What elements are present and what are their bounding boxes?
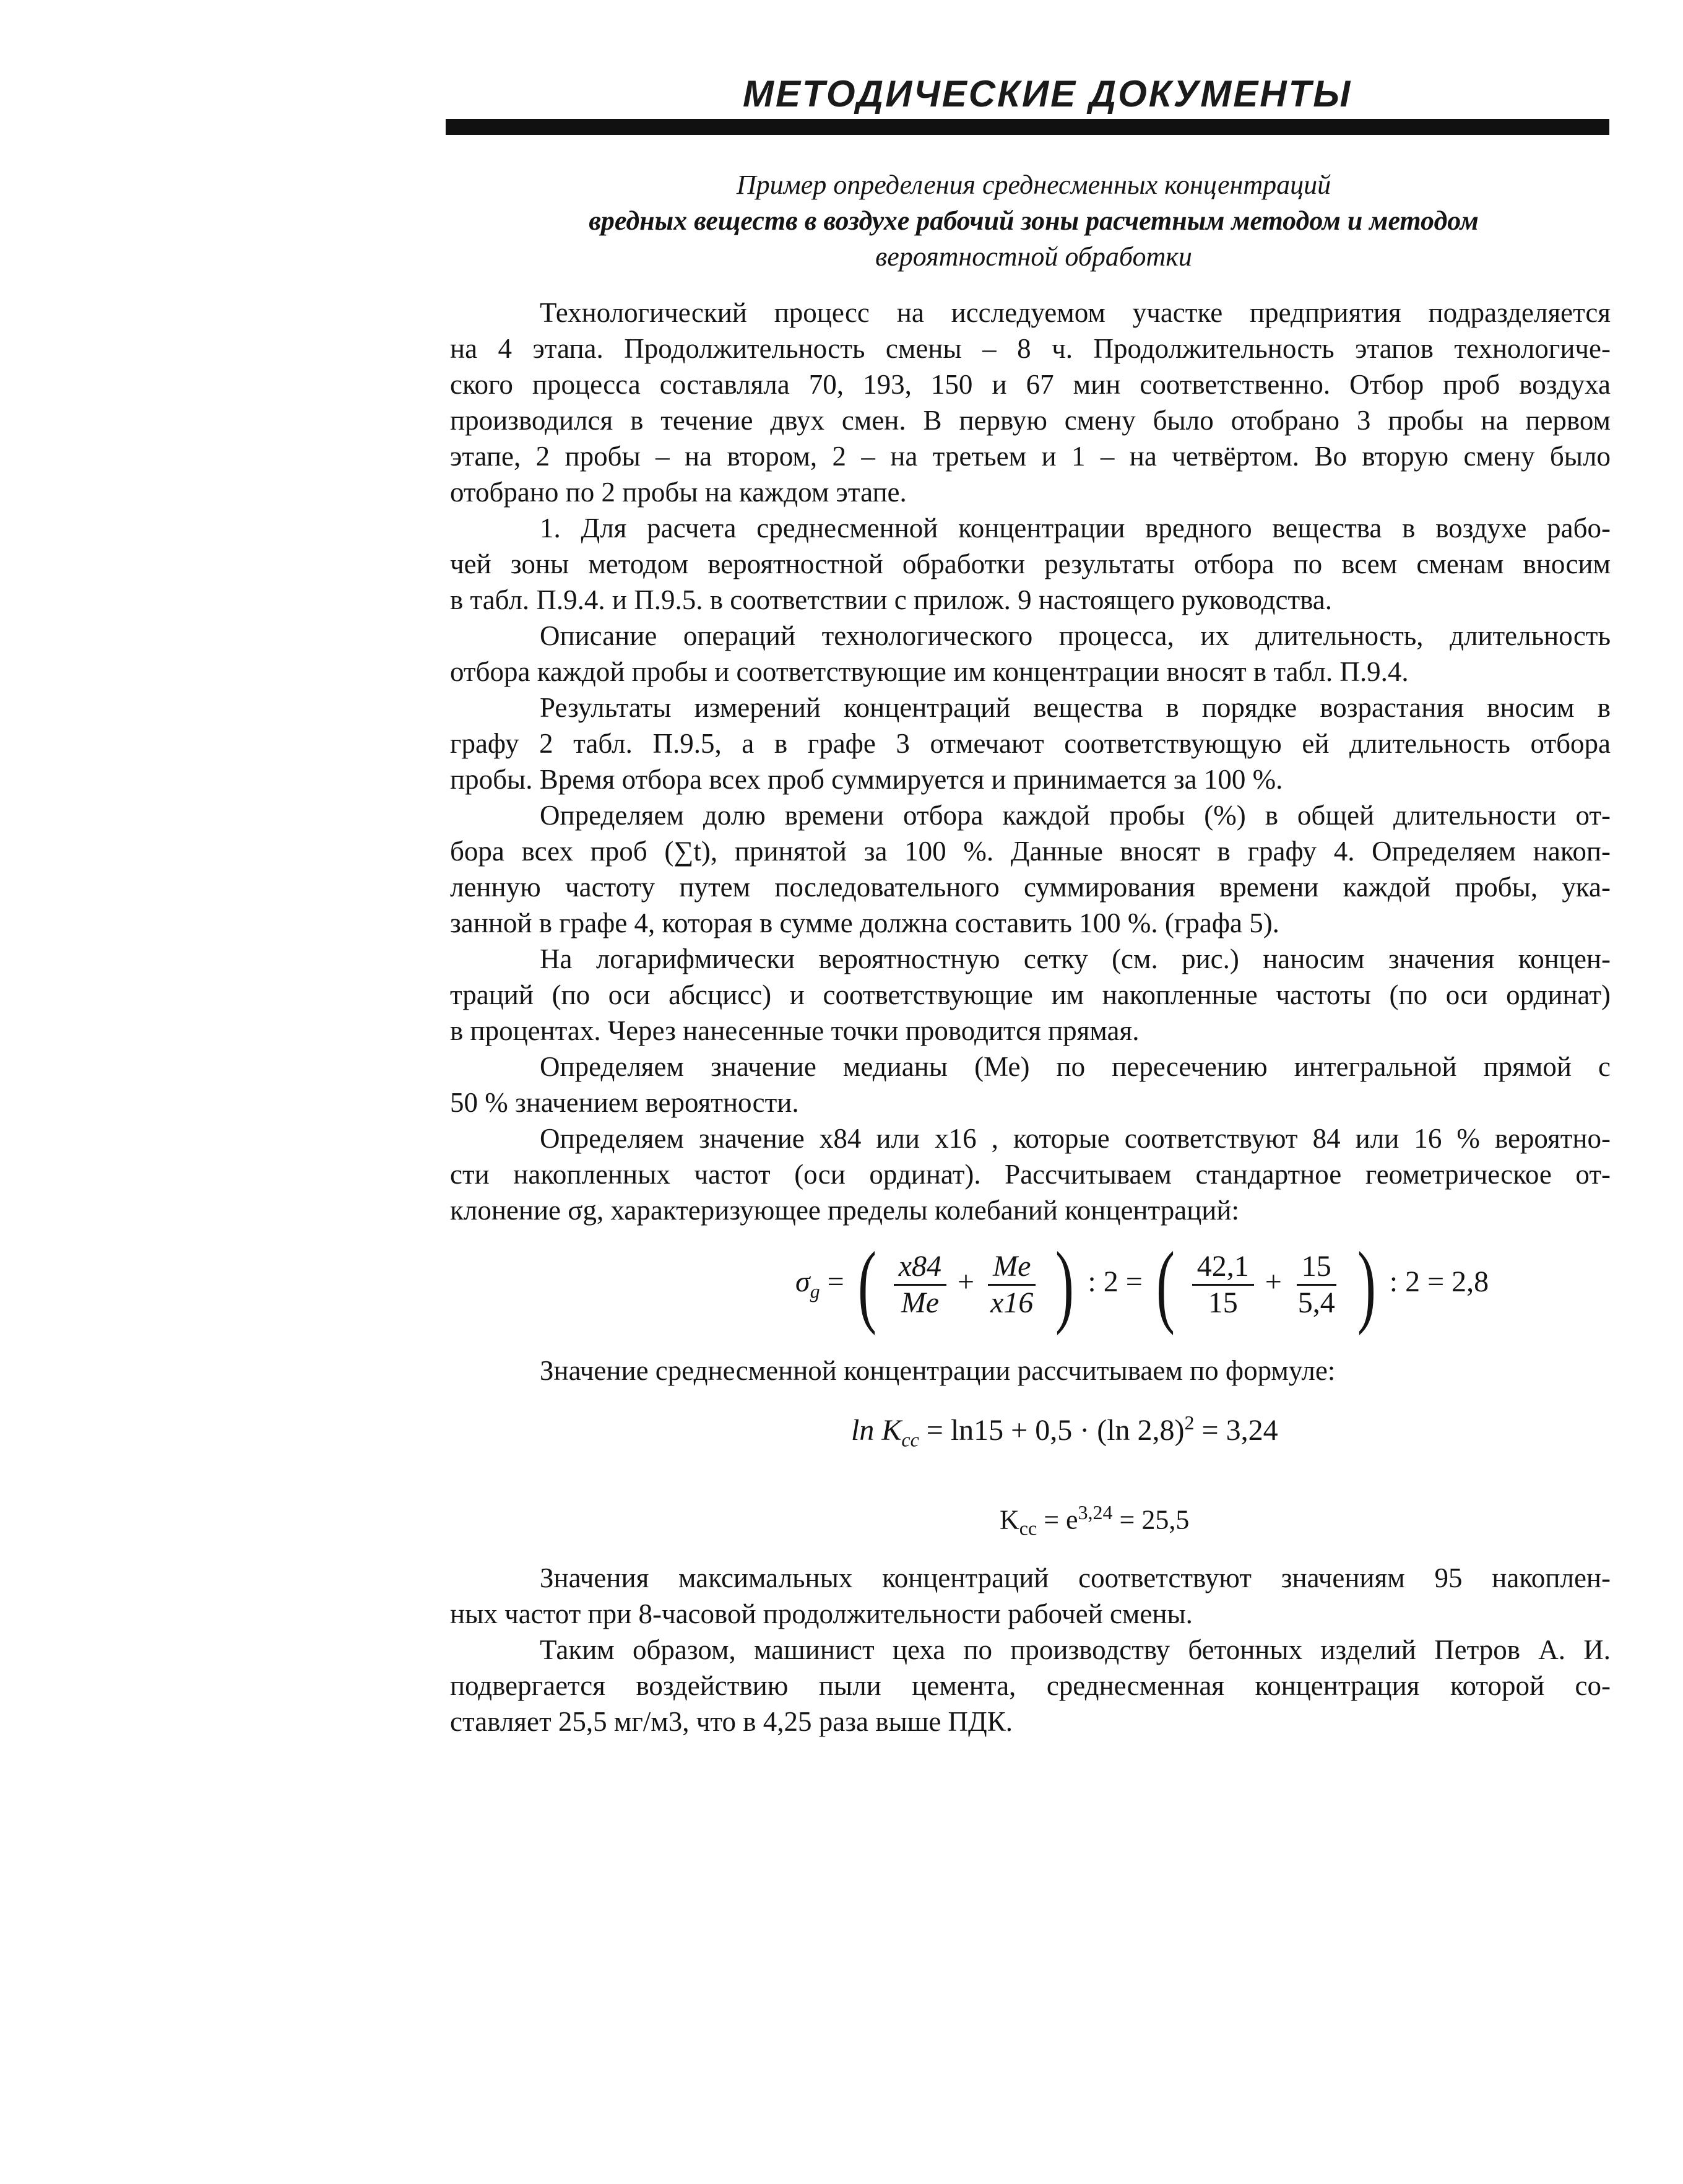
paragraph	[450, 797, 1611, 941]
paragraph	[450, 690, 1611, 797]
text-line: ставляет 25,5 мг/м3, что в 4,25 раза выше ПДК.	[450, 1706, 1013, 1737]
text-line: подвергается воздействию пыли цемента, среднесменная концентрация которой со-	[450, 1670, 1611, 1701]
fraction-numerator: x84	[894, 1249, 946, 1286]
text-line: Определяем долю времени отбора каждой пробы (%) в общей длительности от-	[540, 800, 1611, 831]
paragraph	[450, 1049, 1611, 1120]
text-line: Таким образом, машинист цеха по производству бетонных изделий Петров А. И.	[540, 1634, 1611, 1665]
text-line: чей зоны методом вероятностной обработки результаты отбора по всем сменам вносим	[450, 548, 1611, 579]
formula-symbol: σ	[795, 1265, 810, 1299]
formula-text: = ln15 + 0,5 · (ln 2,8)	[919, 1414, 1185, 1447]
paragraph	[450, 1632, 1611, 1740]
formula-text: = 25,5	[1112, 1504, 1190, 1535]
text-line: занной в графе 4, которая в сумме должна составить 100 %. (графа 5).	[450, 908, 1279, 938]
formula-subscript: g	[810, 1280, 820, 1302]
formula-superscript: 2	[1184, 1411, 1195, 1434]
fraction	[894, 1249, 946, 1320]
left-paren-icon: (	[1156, 1233, 1175, 1336]
plus-sign: +	[1265, 1265, 1282, 1299]
paragraph	[450, 510, 1611, 618]
text-line: в табл. П.9.4. и П.9.5. в соответствии с прилож. 9 настоящего руководства.	[450, 584, 1333, 615]
text-line: бора всех проб (∑t), принятой за 100 %. Данные вносят в графу 4. Определяем накоп-	[450, 836, 1611, 867]
text-line: сти накопленных частот (оси ординат). Рассчитываем стандартное геометрическое от-	[450, 1159, 1611, 1190]
formula-subscript: cc	[901, 1428, 919, 1451]
fraction-denominator: Me	[901, 1286, 939, 1319]
text-line: производился в течение двух смен. В первую смену было отобрано 3 пробы на первом	[450, 405, 1611, 436]
formula-result: : 2 = 2,8	[1389, 1265, 1489, 1299]
text-line: ского процесса составляла 70, 193, 150 и 67 мин соответственно. Отбор проб воздуха	[450, 369, 1611, 400]
fraction-denominator: x16	[990, 1286, 1034, 1319]
fraction-numerator: 15	[1297, 1249, 1336, 1286]
text-line: На логарифмически вероятностную сетку (см. рис.) наносим значения концен-	[540, 943, 1611, 974]
example-title-line: вероятностной обработки	[875, 241, 1192, 272]
text-line: Определяем значение x84 или x16 , которые соответствуют 84 или 16 % вероятно-	[540, 1123, 1611, 1154]
right-paren-icon: )	[1357, 1233, 1376, 1336]
text-line: отбора каждой пробы и соответствующие им концентрации вносят в табл. П.9.4.	[450, 656, 1409, 687]
sigma-formula	[795, 1233, 1489, 1336]
fraction-denominator: 5,4	[1297, 1286, 1335, 1319]
example-title	[458, 167, 1609, 275]
text-line: траций (по оси абсцисс) и соответствующие им накопленные частоты (по оси ординат)	[450, 979, 1611, 1010]
section-header-title: МЕТОДИЧЕСКИЕ ДОКУМЕНТЫ	[743, 73, 1352, 115]
fraction-numerator: 42,1	[1192, 1249, 1254, 1286]
text-line: Значения максимальных концентраций соответствуют значениям 95 накоплен-	[540, 1562, 1611, 1593]
text-line: Определяем значение медианы (Ме) по пересечению интегральной прямой с	[540, 1051, 1611, 1082]
right-paren-icon: )	[1055, 1233, 1075, 1336]
paragraph	[450, 941, 1611, 1049]
fraction	[985, 1249, 1038, 1320]
formula-subscript: cc	[1019, 1517, 1037, 1540]
fraction	[1192, 1249, 1254, 1320]
formula-text: = 3,24	[1194, 1414, 1278, 1447]
paragraph	[450, 295, 1611, 510]
example-title-line: Пример определения среднесменных концентраций	[736, 170, 1331, 200]
text-line: Технологический процесс на исследуемом участке предприятия подразделяется	[540, 297, 1611, 328]
formula-text: = e	[1037, 1504, 1078, 1535]
text-line: Значение среднесменной концентрации рассчитываем по формуле:	[540, 1355, 1336, 1386]
kcc-formula	[1000, 1501, 1189, 1540]
text-line: ленную частоту путем последовательного суммирования времени каждой пробы, ука-	[450, 872, 1611, 903]
text-line: отобрано по 2 пробы на каждом этапе.	[450, 477, 907, 508]
paragraph	[450, 1120, 1611, 1228]
formula-superscript: 3,24	[1078, 1501, 1113, 1523]
paragraph	[450, 1560, 1611, 1632]
paragraph	[450, 1353, 1611, 1389]
ln-kcc-formula	[851, 1411, 1278, 1452]
text-line: на 4 этапа. Продолжительность смены – 8 ч. Продолжительность этапов технологиче-	[450, 333, 1611, 364]
text-line: ных частот при 8-часовой продолжительности рабочей смены.	[450, 1598, 1193, 1629]
formula-text: ln K	[851, 1414, 902, 1447]
text-line: в процентах. Через нанесенные точки проводится прямая.	[450, 1015, 1140, 1046]
text-line: 1. Для расчета среднесменной концентрации вредного вещества в воздухе рабо-	[540, 513, 1611, 544]
text-line: Описание операций технологического процесса, их длительность, длительность	[540, 620, 1611, 651]
plus-sign: +	[958, 1265, 975, 1299]
fraction	[1293, 1249, 1340, 1320]
example-title-line: вредных веществ в воздухе рабочий зоны расчетным методом и методом	[589, 206, 1479, 236]
text-line: Результаты измерений концентраций вещества в порядке возрастания вносим в	[540, 692, 1611, 723]
formula-text: K	[1000, 1504, 1019, 1535]
text-line: 50 % значением вероятности.	[450, 1087, 799, 1118]
formula-equals: =	[827, 1265, 844, 1299]
text-line: клонение σg, характеризующее пределы колебаний концентраций:	[450, 1195, 1239, 1226]
text-line: пробы. Время отбора всех проб суммируется и принимается за 100 %.	[450, 764, 1283, 795]
header-rule	[446, 121, 1609, 135]
text-line: графу 2 табл. П.9.5, а в графе 3 отмечают соответствующую ей длительность отбора	[450, 728, 1611, 759]
fraction-denominator: 15	[1208, 1286, 1238, 1319]
fraction-numerator: Me	[988, 1249, 1036, 1286]
formula-middle: : 2 =	[1088, 1265, 1143, 1299]
text-line: этапе, 2 пробы – на втором, 2 – на третьем и 1 – на четвёртом. Во вторую смену было	[450, 441, 1611, 472]
left-paren-icon: (	[857, 1233, 876, 1336]
paragraph	[450, 618, 1611, 690]
